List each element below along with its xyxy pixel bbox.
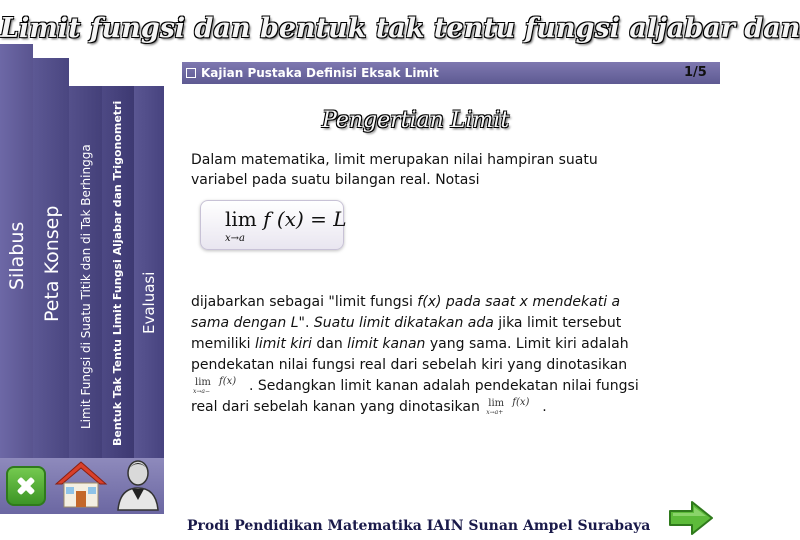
checkbox-icon: [186, 68, 196, 78]
home-icon[interactable]: [52, 458, 110, 510]
mini-expr: f(x): [219, 376, 237, 387]
right-limit-notation: [484, 397, 542, 417]
formula-expr: f (x) = L: [263, 207, 347, 231]
text-segment: .: [542, 399, 547, 415]
limit-formula: [200, 200, 347, 250]
text-segment-italic: Suatu limit dikatakan ada: [313, 315, 494, 331]
formula-sub: x→a: [225, 233, 245, 244]
intro-paragraph: Dalam matematika, limit merupakan nilai hampiran suatu variabel pada suatu bilangan real. Notasi: [191, 152, 598, 188]
left-limit-notation: [191, 376, 249, 396]
mini-expr: f(x): [512, 397, 530, 408]
mini-lim: lim: [488, 398, 505, 409]
mini-sub: x→a−: [193, 388, 211, 395]
formula-lim: lim: [225, 207, 257, 231]
formula-expression: [225, 207, 347, 244]
text-segment-italic: f(x) pada saat x mendekati a sama dengan L: [191, 294, 621, 331]
slide-title-area: [0, 0, 800, 62]
header-label: [186, 64, 439, 82]
definition-paragraph: [191, 292, 651, 418]
mini-lim: lim: [195, 377, 211, 388]
section-title: Pengertian Limit: [322, 108, 510, 133]
footer-text: Prodi Pendidikan Matematika IAIN Sunan Ampel Surabaya: [187, 518, 651, 534]
text-segment-italic: limit kanan: [347, 336, 426, 352]
tab-bentuk-tak-tentu-label: Bentuk Tak Tentu Limit Fungsi Aljabar dan Trigonometri: [111, 100, 124, 446]
tab-limit-fungsi-label: Limit Fungsi di Suatu Titik dan di Tak Berhingga: [79, 144, 93, 429]
mini-sub: x→a+: [486, 409, 504, 416]
tab-evaluasi-label: Evaluasi: [140, 271, 158, 334]
arrow-right-icon[interactable]: [668, 500, 714, 536]
text-segment: yang sama. Limit kiri adalah pendekatan nilai fungsi real dari sebelah kiri yang dinotasikan: [191, 336, 629, 373]
text-segment-italic: limit kiri: [255, 336, 312, 352]
text-segment: dijabarkan sebagai "limit fungsi: [191, 294, 418, 310]
page-number: 1/5: [684, 65, 707, 80]
header-label-text: Kajian Pustaka Definisi Eksak Limit: [201, 66, 439, 80]
text-segment: . Sedangkan limit kanan adalah pendekatan nilai fungsi real dari sebelah kanan yang dinotasikan: [191, 378, 639, 415]
slide-title: Limit fungsi dan bentuk tak tentu fungsi aljabar dan: [0, 13, 800, 44]
text-segment: jika limit tersebut memiliki: [191, 315, 622, 352]
text-segment: ".: [298, 315, 314, 331]
tab-silabus-label: Silabus: [6, 221, 28, 290]
user-icon[interactable]: [114, 456, 162, 512]
text-segment: dan: [311, 336, 348, 352]
tab-peta-konsep-label: Peta Konsep: [41, 205, 63, 322]
close-icon[interactable]: [6, 466, 46, 506]
